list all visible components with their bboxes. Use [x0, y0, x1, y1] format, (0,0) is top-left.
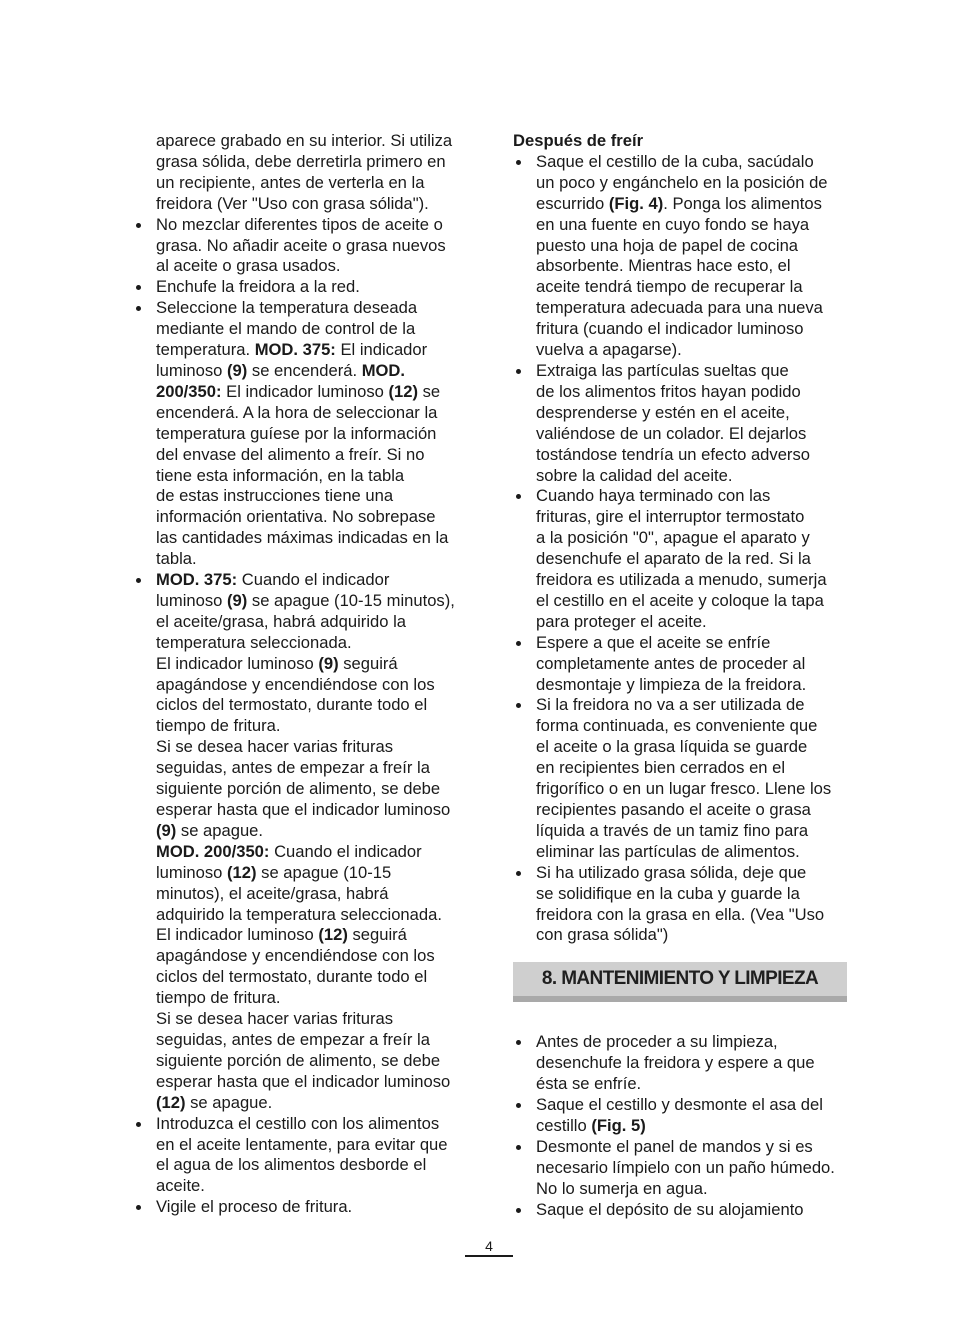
text-run: forma continuada, es conveniente que: [536, 716, 818, 736]
text-line: [536, 925, 853, 946]
text-line: [156, 925, 473, 946]
bold-text: MOD. 375:: [254, 340, 336, 360]
bullet-item: [513, 1095, 853, 1137]
text-line: [156, 277, 473, 298]
text-run: en una fuente en cuyo fondo se haya: [536, 214, 810, 234]
text-line: [156, 466, 473, 487]
text-run: Si se desea hacer varias frituras: [156, 737, 394, 757]
text-line: grasa sólida, debe derretirla primero en: [156, 151, 446, 171]
text-line: [156, 319, 473, 340]
text-run: aceite.: [156, 1176, 205, 1196]
right-bullet-list-bottom: [513, 1032, 853, 1220]
text-run: adquirido la temperatura seleccionada.: [156, 904, 442, 924]
text-run: encenderá. A la hora de seleccionar la: [156, 402, 438, 422]
text-run: las cantidades máximas indicadas en la: [156, 528, 449, 548]
text-run: Cuando el indicador: [237, 570, 390, 590]
text-run: tiempo de fritura.: [156, 988, 281, 1008]
text-run: seguidas, antes de empezar a freír la: [156, 758, 430, 778]
text-line: [536, 612, 853, 633]
section-title: 8. MANTENIMIENTO Y LIMPIEZA: [541, 967, 819, 989]
text-line: [156, 884, 473, 905]
text-run: desenchufe la freidora y espere a que: [536, 1053, 815, 1073]
text-run: recipientes pasando el aceite o grasa: [536, 800, 811, 819]
text-run: frigorífico o en un lugar fresco. Llene los: [536, 779, 832, 799]
text-run: Extraiga las partículas sueltas que: [536, 360, 789, 380]
bullet-item: [513, 152, 853, 361]
text-line: [156, 528, 473, 549]
text-line: [156, 1072, 473, 1093]
text-line: [156, 737, 473, 758]
text-run: ciclos del termostato, durante todo el: [156, 695, 428, 715]
text-run: escurrido: [536, 193, 609, 213]
text-line: [536, 863, 853, 884]
text-run: No mezclar diferentes tipos de aceite o: [156, 214, 443, 234]
text-line: [156, 863, 473, 884]
text-run: El indicador luminoso: [221, 381, 389, 401]
left-column: [133, 131, 473, 1218]
text-line: un recipiente, antes de verterla en la: [156, 172, 425, 192]
text-run: se solidifique en la cuba y guarde la: [536, 883, 800, 903]
text-line: [536, 1200, 853, 1221]
text-line: [156, 424, 473, 445]
text-line: [156, 570, 473, 591]
text-run: El indicador luminoso: [156, 653, 319, 673]
text-line: aparece grabado en su interior. Si utiliza: [156, 131, 453, 150]
text-run: freidora con la grasa en ella. (Vea "Uso: [536, 904, 825, 924]
text-line: [156, 382, 473, 403]
bullet-item: [513, 695, 853, 862]
text-run: ciclos del termostato, durante todo el: [156, 967, 428, 987]
text-line: [536, 528, 853, 549]
text-run: en el aceite lentamente, para evitar que: [156, 1134, 448, 1154]
text-line: [536, 507, 853, 528]
text-line: [156, 967, 473, 988]
text-run: se apague (10-15 minutos),: [247, 590, 455, 610]
text-run: en recipientes bien cerrados en el: [536, 758, 786, 778]
text-line: [536, 1032, 853, 1053]
text-run: temperatura seleccionada.: [156, 632, 352, 652]
text-run: Espere a que el aceite se enfríe: [536, 632, 771, 652]
text-run: Cuando el indicador: [269, 841, 422, 861]
bullet-item: [513, 1137, 853, 1200]
text-line: [536, 1158, 853, 1179]
text-run: grasa. No añadir aceite o grasa nuevos: [156, 235, 446, 255]
text-line: [156, 1155, 473, 1176]
text-line: [536, 382, 853, 403]
text-line: [536, 716, 853, 737]
bold-text: (Fig. 4): [608, 193, 664, 213]
text-line: [536, 884, 853, 905]
text-run: temperatura guíese por la información: [156, 423, 437, 443]
bullet-item: [513, 633, 853, 696]
bold-text: (12): [318, 925, 348, 945]
text-run: frituras, gire el interruptor termostato: [536, 507, 805, 527]
text-line: [536, 1137, 853, 1158]
text-run: el aceite o la grasa líquida se guarde: [536, 737, 808, 757]
text-line: [156, 340, 473, 361]
text-run: No lo sumerja en agua.: [536, 1178, 708, 1198]
text-run: fritura (cuando el indicador luminoso: [536, 319, 804, 339]
bullet-item: [513, 1200, 853, 1221]
text-run: se apague (10-15: [256, 862, 392, 882]
section-header-bar: [513, 962, 847, 1002]
text-line: [536, 340, 853, 361]
text-line: [156, 1114, 473, 1135]
text-run: Si ha utilizado grasa sólida, deje que: [536, 862, 807, 882]
text-line: [536, 1116, 853, 1137]
text-line: [156, 675, 473, 696]
text-run: El indicador luminoso: [156, 925, 319, 945]
text-line: [156, 507, 473, 528]
text-run: Si se desea hacer varias frituras: [156, 1009, 394, 1029]
text-line: [536, 445, 853, 466]
text-run: tostándose tendría un efecto adverso: [536, 444, 810, 464]
text-run: al aceite o grasa usados.: [156, 256, 341, 276]
text-line: [536, 1053, 853, 1074]
text-run: se: [417, 381, 441, 401]
text-run: desprenderse y estén en el aceite,: [536, 402, 790, 422]
bullet-item: [513, 361, 853, 486]
text-line: [536, 1095, 853, 1116]
right-column: [513, 131, 853, 1221]
bullet-item: [133, 1197, 473, 1218]
text-line: [156, 946, 473, 967]
bullet-item: [133, 215, 473, 278]
text-line: [156, 1051, 473, 1072]
text-run: de los alimentos fritos hayan podido: [536, 381, 801, 401]
text-run: temperatura adecuada para una nueva: [536, 298, 823, 318]
text-line: [536, 549, 853, 570]
text-run: luminoso: [156, 862, 228, 882]
text-line: [536, 277, 853, 298]
text-line: [536, 361, 853, 382]
subheading-despues-de-freir: Después de freír: [513, 131, 644, 150]
text-line: [536, 591, 853, 612]
text-run: de estas instrucciones tiene una: [156, 486, 394, 506]
text-run: Enchufe la freidora a la red.: [156, 277, 360, 297]
right-bullet-list-top: [513, 152, 853, 946]
text-run: luminoso: [156, 590, 228, 610]
text-run: el aceite/grasa, habrá adquirido la: [156, 611, 406, 631]
text-line: [156, 549, 473, 570]
bullet-item: [133, 570, 473, 1114]
text-run: mediante el mando de control de la: [156, 319, 416, 339]
text-run: a la posición "0", apague el aparato y: [536, 528, 810, 548]
text-line: [156, 256, 473, 277]
text-run: se encenderá.: [247, 360, 362, 380]
text-run: completamente antes de proceder al: [536, 653, 806, 673]
text-line: [156, 1009, 473, 1030]
bold-text: MOD.: [361, 360, 406, 380]
text-line: [536, 1074, 853, 1095]
text-line: [156, 695, 473, 716]
text-line: [536, 194, 853, 215]
text-line: [156, 1135, 473, 1156]
text-run: freidora es utilizada a menudo, sumerja: [536, 570, 827, 590]
text-line: [156, 403, 473, 424]
text-run: tiempo de fritura.: [156, 716, 281, 736]
text-line: [156, 654, 473, 675]
text-run: Vigile el proceso de fritura.: [156, 1197, 353, 1217]
text-line: [156, 1176, 473, 1197]
text-run: Cuando haya terminado con las: [536, 486, 771, 506]
text-line: [156, 612, 473, 633]
text-line: [156, 1030, 473, 1051]
text-line: [156, 236, 473, 257]
bold-text: (12): [156, 1092, 186, 1112]
text-line: [156, 716, 473, 737]
text-run: desmontaje y limpieza de la freidora.: [536, 674, 807, 694]
text-run: desenchufe el aparato de la red. Si la: [536, 549, 811, 569]
text-run: siguiente porción de alimento, se debe: [156, 779, 441, 799]
text-run: apagándose y encendiéndose con los: [156, 946, 435, 966]
text-line: [536, 319, 853, 340]
text-run: con grasa sólida"): [536, 925, 669, 945]
text-line: [536, 424, 853, 445]
text-run: seguirá: [347, 925, 407, 945]
bullet-item: [513, 1032, 853, 1095]
text-run: ésta se enfríe.: [536, 1074, 642, 1094]
text-line: [536, 236, 853, 257]
text-run: necesario límpielo con un paño húmedo.: [536, 1157, 835, 1177]
text-run: aceite tendrá tiempo de recuperar la: [536, 277, 803, 297]
text-line: [156, 779, 473, 800]
text-run: esperar hasta que el indicador luminoso: [156, 800, 451, 819]
bullet-item: [133, 277, 473, 298]
text-run: el agua de los alimentos desborde el: [156, 1155, 427, 1175]
text-run: tiene esta información, en la tabla: [156, 465, 405, 485]
intro-paragraph: [133, 131, 473, 215]
text-run: sobre la calidad del aceite.: [536, 465, 733, 485]
text-run: Introduzca el cestillo con los alimentos: [156, 1113, 440, 1133]
text-line: [536, 695, 853, 716]
text-line: [156, 1093, 473, 1114]
text-run: un poco y engánchelo en la posición de: [536, 172, 828, 192]
text-run: Desmonte el panel de mandos y si es: [536, 1136, 813, 1156]
text-run: puesto una hoja de papel de cocina: [536, 235, 799, 255]
text-run: minutos), el aceite/grasa, habrá: [156, 883, 389, 903]
text-run: el cestillo en el aceite y coloque la tapa: [536, 590, 824, 610]
bullet-item: [133, 298, 473, 570]
text-line: [156, 445, 473, 466]
text-run: líquida a través de un tamiz fino para: [536, 820, 809, 840]
text-line: [536, 842, 853, 863]
bold-text: 200/350:: [156, 381, 222, 401]
text-run: vuelva a apagarse).: [536, 340, 682, 360]
text-run: se apague.: [185, 1092, 273, 1112]
text-line: [156, 591, 473, 612]
text-run: . Ponga los alimentos: [663, 193, 822, 213]
text-run: siguiente porción de alimento, se debe: [156, 1050, 441, 1070]
bullet-item: [133, 1114, 473, 1198]
text-line: freidora (Ver "Uso con grasa sólida").: [156, 193, 429, 213]
text-run: apagándose y encendiéndose con los: [156, 674, 435, 694]
text-run: Antes de proceder a su limpieza,: [536, 1032, 778, 1052]
text-run: El indicador: [335, 340, 428, 360]
text-line: [536, 737, 853, 758]
left-bullet-list: [133, 215, 473, 1219]
text-line: [156, 988, 473, 1009]
bullet-item: [513, 486, 853, 632]
bold-text: (9): [318, 653, 339, 673]
text-line: [156, 1197, 473, 1218]
text-run: luminoso: [156, 360, 228, 380]
text-run: información orientativa. No sobrepase: [156, 507, 436, 527]
text-line: [156, 215, 473, 236]
text-line: [536, 152, 853, 173]
text-run: valiéndose de un colador. El dejarlos: [536, 423, 807, 443]
text-run: Saque el cestillo de la cuba, sacúdalo: [536, 151, 814, 171]
bold-text: MOD. 200/350:: [156, 841, 270, 861]
text-line: [156, 633, 473, 654]
text-line: [156, 800, 473, 821]
text-run: para proteger el aceite.: [536, 611, 707, 631]
bold-text: (12): [388, 381, 418, 401]
text-line: [156, 486, 473, 507]
text-run: se apague.: [176, 820, 264, 840]
text-line: [536, 486, 853, 507]
text-line: [536, 633, 853, 654]
bold-text: (9): [156, 820, 177, 840]
text-run: eliminar las partículas de alimentos.: [536, 841, 800, 861]
text-line: [536, 654, 853, 675]
text-line: [536, 466, 853, 487]
bold-text: (9): [227, 590, 248, 610]
text-line: [536, 256, 853, 277]
text-line: [536, 403, 853, 424]
text-line: [156, 298, 473, 319]
text-line: [536, 570, 853, 591]
text-line: [536, 173, 853, 194]
page-number: 4: [465, 1237, 513, 1257]
text-line: [156, 758, 473, 779]
bullet-item: [513, 863, 853, 947]
text-line: [536, 675, 853, 696]
text-run: seguidas, antes de empezar a freír la: [156, 1029, 430, 1049]
text-run: Saque el depósito de su alojamiento: [536, 1199, 804, 1219]
bold-text: (Fig. 5): [591, 1115, 646, 1135]
text-line: [536, 298, 853, 319]
text-line: [536, 800, 853, 821]
bold-text: (12): [227, 862, 257, 882]
text-line: [536, 905, 853, 926]
text-line: [156, 361, 473, 382]
text-run: absorbente. Mientras hace esto, el: [536, 256, 791, 276]
text-run: Si la freidora no va a ser utilizada de: [536, 695, 805, 715]
bold-text: MOD. 375:: [156, 570, 238, 590]
text-line: [536, 758, 853, 779]
text-line: [536, 821, 853, 842]
text-line: [536, 779, 853, 800]
text-line: [156, 905, 473, 926]
text-line: [536, 1179, 853, 1200]
text-run: esperar hasta que el indicador luminoso: [156, 1071, 451, 1091]
text-line: [156, 821, 473, 842]
text-run: Seleccione la temperatura deseada: [156, 298, 418, 318]
text-run: del envase del alimento a freír. Si no: [156, 444, 425, 464]
text-run: Saque el cestillo y desmonte el asa del: [536, 1095, 823, 1115]
text-run: seguirá: [338, 653, 398, 673]
bold-text: (9): [227, 360, 248, 380]
text-line: [156, 842, 473, 863]
text-line: [536, 215, 853, 236]
text-run: temperatura.: [156, 340, 255, 360]
text-run: cestillo: [536, 1115, 592, 1135]
text-run: tabla.: [156, 549, 197, 569]
